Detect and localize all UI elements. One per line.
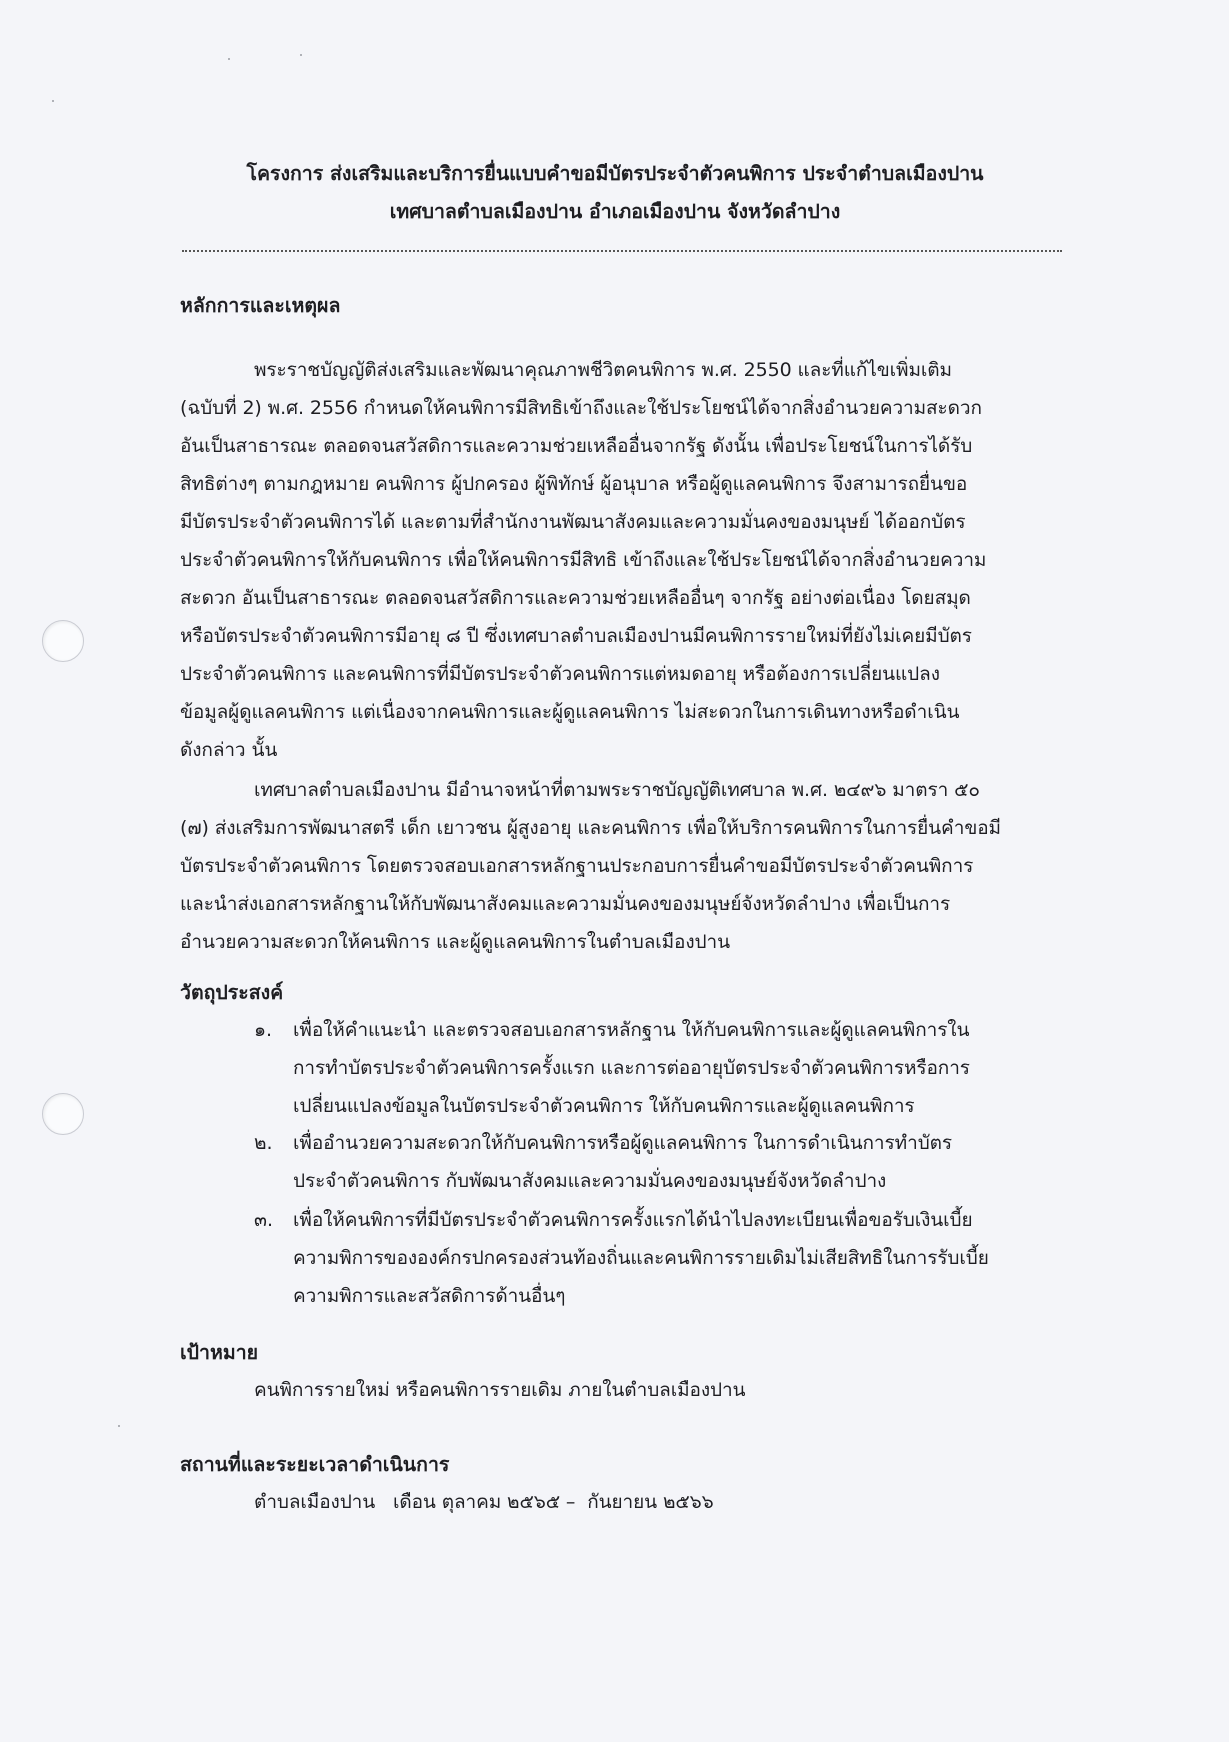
principle-heading: หลักการและเหตุผล	[180, 294, 341, 317]
principle-line: สิทธิต่างๆ ตามกฎหมาย คนพิการ ผู้ปกครอง ผู้พิทักษ์ ผู้อนุบาล หรือผู้ดูแลคนพิการ จึงสามารถยื่นขอ	[180, 473, 968, 495]
principle-line: สะดวก อันเป็นสาธารณะ ตลอดจนสวัสดิการและความช่วยเหลืออื่นๆ จากรัฐ อย่างต่อเนื่อง โดยสมุด	[180, 587, 971, 609]
scan-speck	[228, 58, 230, 60]
principle-line: เทศบาลตำบลเมืองปาน มีอำนาจหน้าที่ตามพระราชบัญญัติเทศบาล พ.ศ. ๒๔๙๖ มาตรา ๕๐	[254, 779, 980, 801]
principle-line: อำนวยความสะดวกให้คนพิการ และผู้ดูแลคนพิการในตำบลเมืองปาน	[180, 931, 730, 953]
principle-line: มีบัตรประจำตัวคนพิการได้ และตามที่สำนักงานพัฒนาสังคมและความมั่นคงของมนุษย์ ได้ออกบัตร	[180, 511, 966, 533]
principle-line: (ฉบับที่ 2) พ.ศ. 2556 กำหนดให้คนพิการมีสิทธิเข้าถึงและใช้ประโยชน์ได้จากสิ่งอำนวยความสะดวก	[180, 397, 982, 419]
objective-line: เปลี่ยนแปลงข้อมูลในบัตรประจำตัวคนพิการ ให้กับคนพิการและผู้ดูแลคนพิการ	[293, 1095, 915, 1117]
objective-number: ๓.	[254, 1209, 274, 1231]
objective-line: ประจำตัวคนพิการ กับพัฒนาสังคมและความมั่นคงของมนุษย์จังหวัดลำปาง	[293, 1170, 887, 1192]
place-text: ตำบลเมืองปาน เดือน ตุลาคม ๒๕๖๕ – กันยายน ๒๕๖๖	[254, 1491, 714, 1513]
objectives-heading: วัตถุประสงค์	[180, 981, 284, 1004]
principle-line: ประจำตัวคนพิการ และคนพิการที่มีบัตรประจำตัวคนพิการแต่หมดอายุ หรือต้องการเปลี่ยนแปลง	[180, 663, 940, 685]
principle-line: ประจำตัวคนพิการให้กับคนพิการ เพื่อให้คนพิการมีสิทธิ เข้าถึงและใช้ประโยชน์ได้จากสิ่งอำนวยความ	[180, 549, 987, 571]
objective-line: ความพิการและสวัสดิการด้านอื่นๆ	[293, 1285, 566, 1307]
principle-line: (๗) ส่งเสริมการพัฒนาสตรี เด็ก เยาวชน ผู้สูงอายุ และคนพิการ เพื่อให้บริการคนพิการในการยื่นคำขอมี	[180, 817, 1001, 839]
scan-speck	[118, 1425, 120, 1427]
scan-speck	[300, 54, 302, 56]
document-title-line-2: เทศบาลตำบลเมืองปาน อำเภอเมืองปาน จังหวัดลำปาง	[389, 200, 841, 223]
objective-line: เพื่ออำนวยความสะดวกให้กับคนพิการหรือผู้ดูแลคนพิการ ในการดำเนินการทำบัตร	[293, 1132, 952, 1154]
principle-line: พระราชบัญญัติส่งเสริมและพัฒนาคุณภาพชีวิตคนพิการ พ.ศ. 2550 และที่แก้ไขเพิ่มเติม	[254, 359, 952, 381]
principle-line: และนำส่งเอกสารหลักฐานให้กับพัฒนาสังคมและความมั่นคงของมนุษย์จังหวัดลำปาง เพื่อเป็นการ	[180, 893, 951, 915]
punch-hole-bottom	[42, 1093, 84, 1135]
objective-line: เพื่อให้คนพิการที่มีบัตรประจำตัวคนพิการครั้งแรกได้นำไปลงทะเบียนเพื่อขอรับเงินเบี้ย	[293, 1209, 973, 1231]
objective-line: การทำบัตรประจำตัวคนพิการครั้งแรก และการต่ออายุบัตรประจำตัวคนพิการหรือการ	[293, 1057, 970, 1079]
objective-number: ๑.	[254, 1019, 273, 1041]
principle-line: อันเป็นสาธารณะ ตลอดจนสวัสดิการและความช่วยเหลืออื่นจากรัฐ ดังนั้น เพื่อประโยชน์ในการได้รับ	[180, 435, 973, 457]
target-text: คนพิการรายใหม่ หรือคนพิการรายเดิม ภายในตำบลเมืองปาน	[254, 1379, 746, 1401]
place-heading: สถานที่และระยะเวลาดำเนินการ	[180, 1453, 450, 1476]
objective-line: ความพิการขององค์กรปกครองส่วนท้องถิ่นและคนพิการรายเดิมไม่เสียสิทธิในการรับเบี้ย	[293, 1247, 989, 1269]
objective-line: เพื่อให้คำแนะนำ และตรวจสอบเอกสารหลักฐาน ให้กับคนพิการและผู้ดูแลคนพิการใน	[293, 1019, 970, 1041]
document-title-line-1: โครงการ ส่งเสริมและบริการยื่นแบบคำขอมีบัตรประจำตัวคนพิการ ประจำตำบลเมืองปาน	[246, 162, 984, 185]
objective-number: ๒.	[254, 1132, 273, 1154]
principle-line: บัตรประจำตัวคนพิการ โดยตรวจสอบเอกสารหลักฐานประกอบการยื่นคำขอมีบัตรประจำตัวคนพิการ	[180, 855, 974, 877]
title-divider	[182, 250, 1062, 252]
punch-hole-top	[42, 620, 84, 662]
target-heading: เป้าหมาย	[180, 1341, 259, 1364]
principle-line: หรือบัตรประจำตัวคนพิการมีอายุ ๘ ปี ซึ่งเทศบาลตำบลเมืองปานมีคนพิการรายใหม่ที่ยังไม่เคยมีบัตร	[180, 625, 972, 647]
scan-speck	[52, 100, 54, 102]
principle-line: ดังกล่าว นั้น	[180, 739, 278, 761]
principle-line: ข้อมูลผู้ดูแลคนพิการ แต่เนื่องจากคนพิการและผู้ดูแลคนพิการ ไม่สะดวกในการเดินทางหรือดำเนิน	[180, 701, 960, 723]
